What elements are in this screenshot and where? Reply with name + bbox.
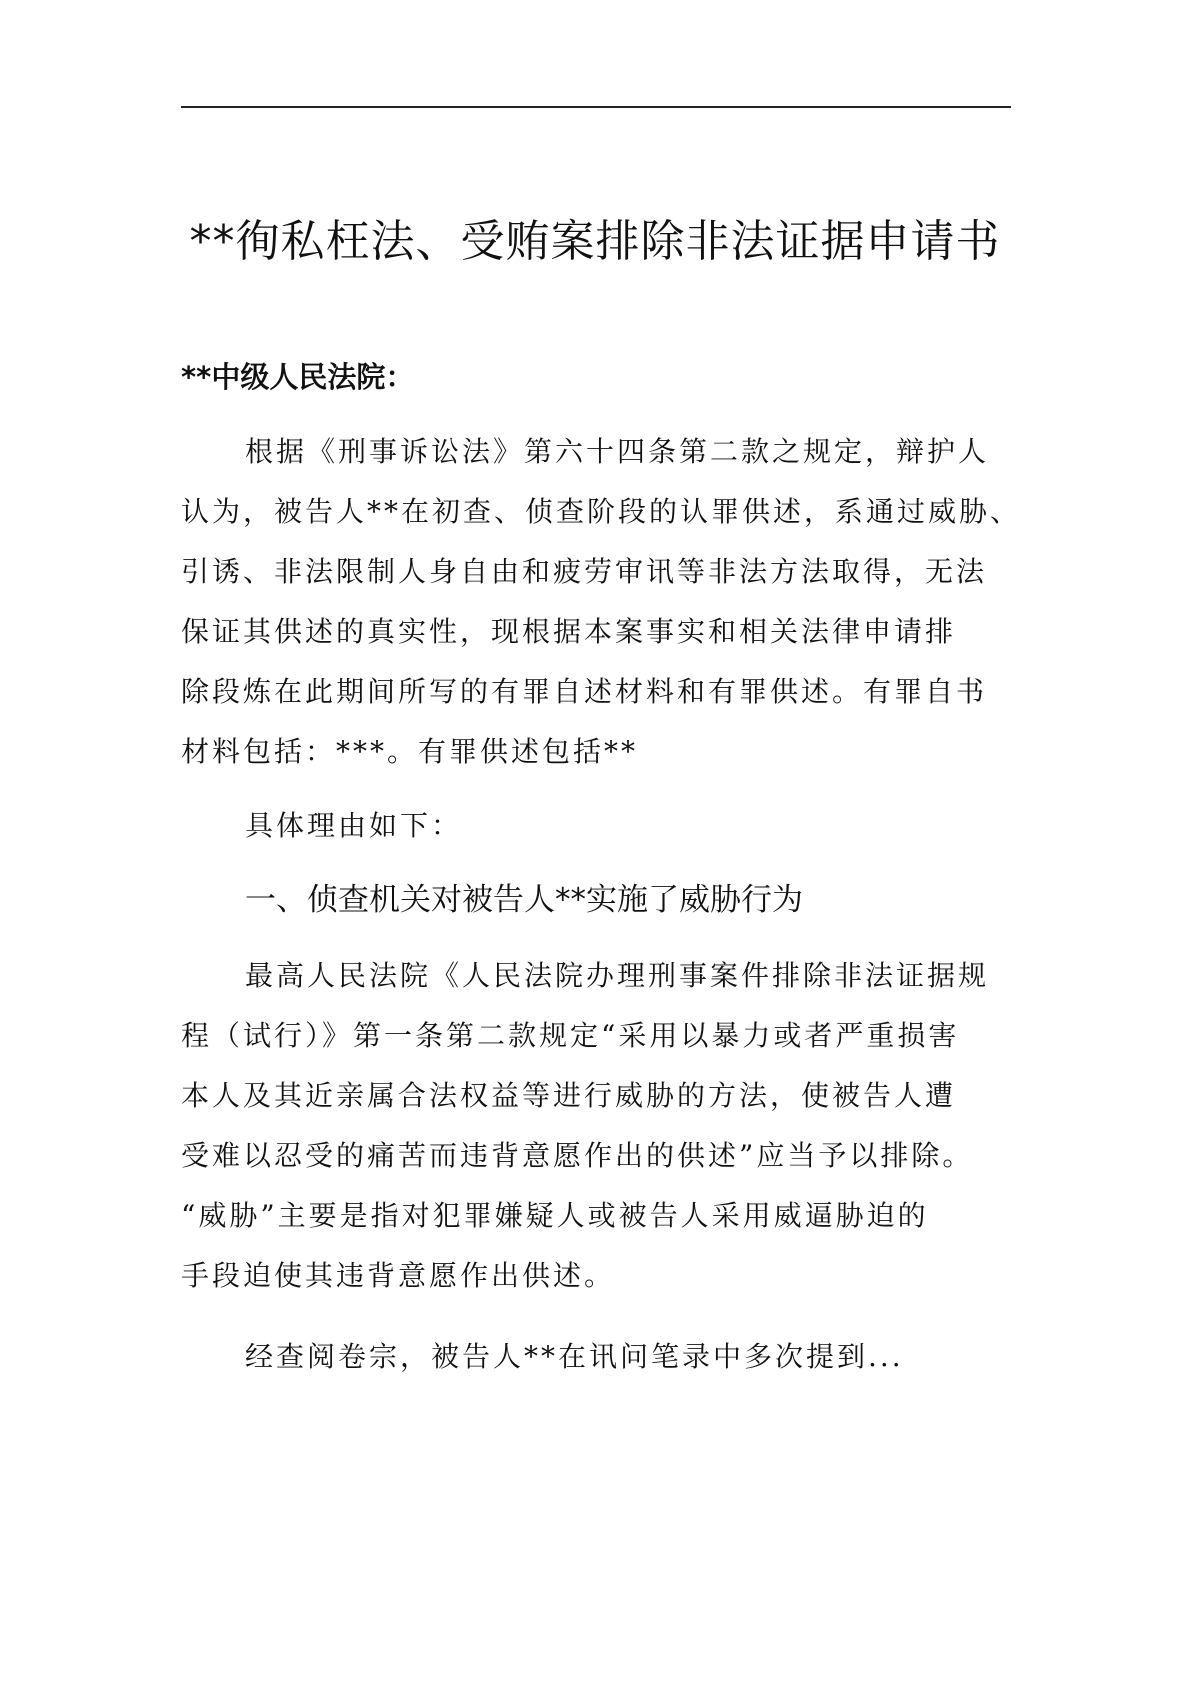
paragraph-line: 保证其供述的真实性，现根据本案事实和相关法律申请排 bbox=[181, 615, 957, 648]
paragraph-line: 除段炼在此期间所写的有罪自述材料和有罪供述。有罪自书 bbox=[181, 675, 988, 708]
paragraph-case-review: 经查阅卷宗，被告人**在讯问笔录中多次提到... bbox=[245, 1340, 904, 1373]
addressee: **中级人民法院： bbox=[181, 360, 415, 394]
paragraph-line: 程（试行）》第一条第二款规定“采用以暴力或者严重损害 bbox=[181, 1019, 960, 1052]
section-heading: 一、侦查机关对被告人**实施了威胁行为 bbox=[245, 882, 803, 918]
reasons-intro: 具体理由如下： bbox=[245, 809, 463, 842]
document-title: **徇私枉法、受贿案排除非法证据申请书 bbox=[189, 216, 1001, 267]
paragraph-line: 材料包括：***。有罪供述包括** bbox=[181, 735, 639, 768]
paragraph-line: 根据《刑事诉讼法》第六十四条第二款之规定，辩护人 bbox=[245, 435, 990, 468]
paragraph-line: “威胁”主要是指对犯罪嫌疑人或被告人采用威逼胁迫的 bbox=[181, 1199, 929, 1232]
paragraph-line: 最高人民法院《人民法院办理刑事案件排除非法证据规 bbox=[245, 959, 990, 992]
paragraph-line: 手段迫使其违背意愿作出供述。 bbox=[181, 1259, 616, 1292]
paragraph-line: 认为，被告人**在初查、侦查阶段的认罪供述，系通过威胁、 bbox=[181, 495, 1022, 528]
paragraph-line: 本人及其近亲属合法权益等进行威胁的方法，使被告人遭 bbox=[181, 1079, 957, 1112]
header-rule bbox=[181, 106, 1011, 108]
paragraph-line: 受难以忍受的痛苦而违背意愿作出的供述”应当予以排除。 bbox=[181, 1139, 974, 1172]
paragraph-line: 引诱、非法限制人身自由和疲劳审讯等非法方法取得，无法 bbox=[181, 555, 988, 588]
